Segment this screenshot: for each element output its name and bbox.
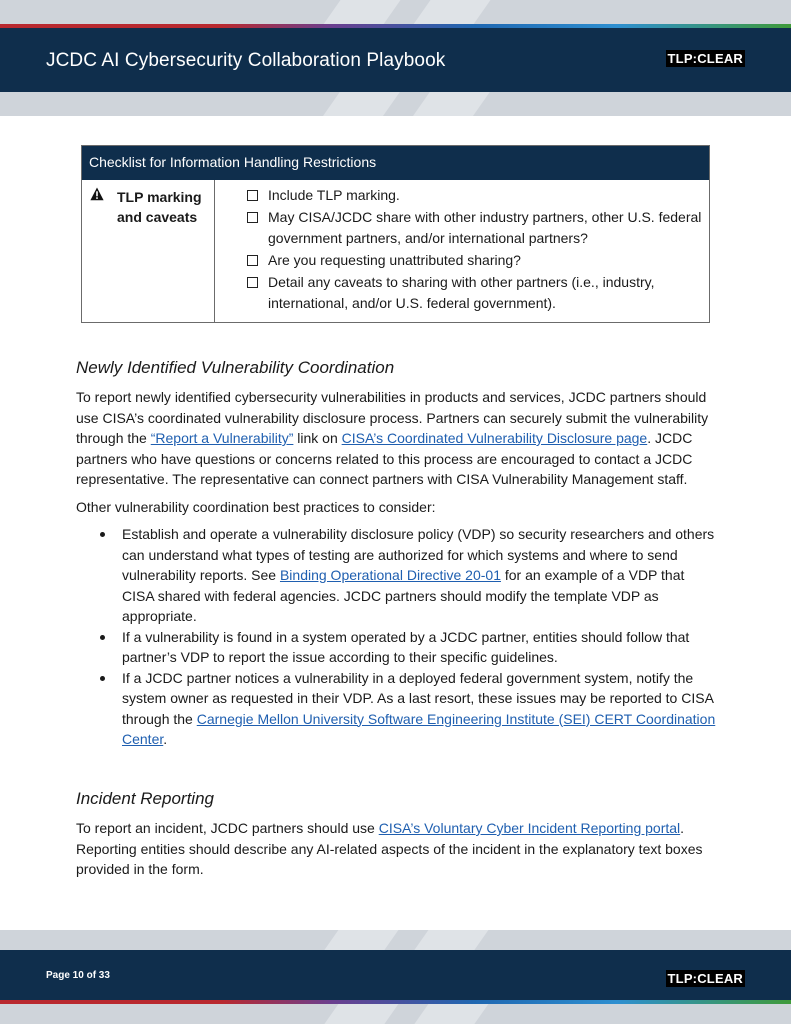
bod-20-01-link[interactable]: Binding Operational Directive 20-01	[279, 567, 501, 583]
list-item	[76, 668, 716, 750]
list-item-text: If a JCDC partner notices a vulnerability in a deployed federal government system, notify the system owner as requested in their VDP. As a last resort, these issues may be reported to CISA through the	[122, 669, 714, 727]
checklist-table	[81, 145, 710, 323]
checklist-row	[82, 180, 709, 322]
best-practices-list	[76, 524, 716, 750]
cvd-page-link[interactable]: CISA’s Coordinated Vulnerability Disclosure page	[341, 430, 648, 446]
list-item-text: If a vulnerability is found in a system operated by a JCDC partner, entities should follow that partner’s VDP to report the issue according to their specific guidelines.	[122, 628, 690, 665]
header-top-band	[0, 0, 791, 26]
header-bottom-band	[0, 92, 791, 116]
footer-bottom-band	[0, 1004, 791, 1024]
bullet-icon	[100, 676, 105, 681]
incident-heading: Incident Reporting	[76, 789, 214, 808]
paragraph-text: . JCDC partners who have questions or concerns related to this process are encouraged to contact a JCDC representative. The representative can connect partners with CISA Vulnerability Management staff.	[76, 430, 693, 487]
checklist-item-text: May CISA/JCDC share with other industry partners, other U.S. federal government partners, and/or international partners?	[268, 209, 702, 246]
checklist-item-text: Include TLP marking.	[268, 187, 400, 203]
paragraph-text: To report newly identified cybersecurity vulnerabilities in products and services, JCDC partners should use CISA’s coordinated vulnerability disclosure process. Partners can securely submit the vulnerability through the	[76, 389, 709, 446]
document-title: JCDC AI Cybersecurity Collaboration Playbook	[46, 50, 446, 71]
footer-slant-decoration	[317, 1004, 402, 1024]
checkbox-icon	[247, 277, 258, 288]
bullet-icon	[100, 532, 105, 537]
incident-paragraph	[76, 818, 716, 880]
checklist-item-text: Are you requesting unattributed sharing?	[268, 252, 521, 268]
bullet-icon	[100, 635, 105, 640]
checklist-item	[222, 272, 702, 314]
list-item	[76, 524, 716, 627]
footer-slant-decoration	[407, 930, 492, 950]
checkbox-icon	[247, 212, 258, 223]
vulnerability-paragraph	[76, 387, 716, 490]
paragraph-text: link on	[293, 430, 342, 446]
checklist-item	[222, 250, 702, 271]
header-slant-decoration	[316, 92, 404, 116]
list-item-text: Establish and operate a vulnerability disclosure policy (VDP) so security researchers and others can understand what types of testing are authorized for which systems and where to send vulnerability reports. See	[122, 526, 715, 583]
checklist-row-label: TLP marking and caveats	[117, 189, 202, 225]
warning-icon	[90, 187, 104, 201]
checklist-items	[222, 185, 702, 315]
cert-cc-link[interactable]: Carnegie Mellon University Software Engineering Institute (SEI) CERT Coordination Center	[122, 710, 716, 747]
header-slant-decoration	[406, 92, 494, 116]
checklist-row-label-cell	[82, 180, 215, 322]
paragraph-text: To report an incident, JCDC partners should use	[76, 820, 379, 836]
footer-slant-decoration	[407, 1004, 492, 1024]
tlp-badge-footer: TLP:CLEAR	[667, 971, 743, 986]
vulnerability-section	[76, 358, 716, 750]
list-item-text: for an example of a VDP that CISA shared with federal agencies. JCDC partners should modify the template VDP as appropriate.	[122, 567, 685, 624]
paragraph-text: . Reporting entities should describe any AI-related aspects of the incident in the explanatory text boxes provided in the form.	[76, 820, 703, 877]
checklist-item-text: Detail any caveats to sharing with other partners (i.e., industry, international, and/or U.S. federal government).	[268, 274, 655, 311]
best-practices-intro: Other vulnerability coordination best practices to consider:	[76, 498, 436, 515]
incident-portal-link[interactable]: CISA’s Voluntary Cyber Incident Reporting portal	[378, 820, 681, 836]
header-slant-decoration	[312, 0, 407, 26]
list-item-text: .	[163, 731, 168, 747]
footer-slant-decoration	[317, 930, 402, 950]
checkbox-icon	[247, 190, 258, 201]
tlp-badge-header: TLP:CLEAR	[667, 51, 743, 66]
list-item	[76, 627, 716, 668]
incident-section	[76, 789, 716, 880]
checklist-item	[222, 207, 702, 249]
header-slant-decoration	[402, 0, 497, 26]
page-number: Page 10 of 33	[46, 970, 110, 981]
vulnerability-heading: Newly Identified Vulnerability Coordination	[76, 358, 395, 377]
footer-top-band	[0, 930, 791, 950]
checkbox-icon	[247, 255, 258, 266]
checklist-heading: Checklist for Information Handling Restrictions	[82, 146, 709, 180]
report-vulnerability-link[interactable]: “Report a Vulnerability”	[150, 430, 294, 446]
checklist-item	[222, 185, 702, 206]
